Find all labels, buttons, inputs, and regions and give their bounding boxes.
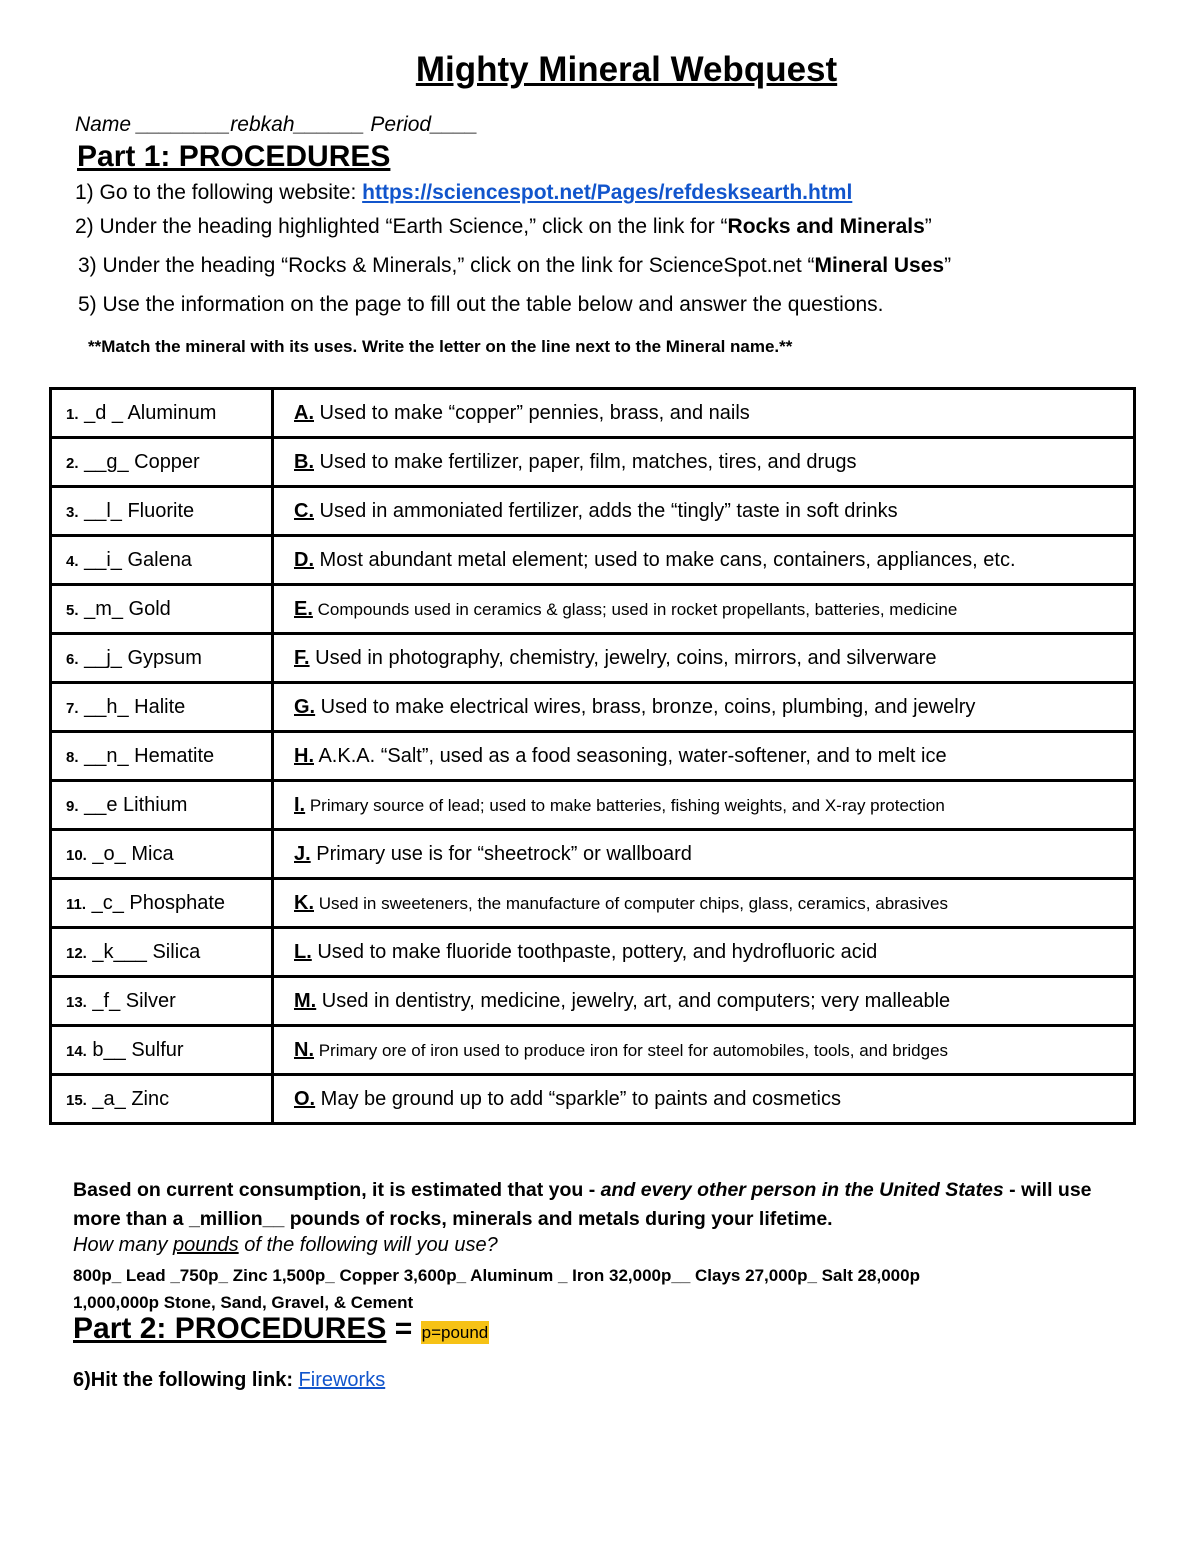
mineral-use-cell [273, 487, 1135, 536]
step-2 [75, 215, 932, 239]
name-period-line: Name ________rebkah______ Period____ [75, 113, 478, 136]
mineral-answer-cell [51, 536, 273, 585]
mineral-row [51, 1026, 1135, 1075]
mineral-answer: __h_ Halite [78, 695, 186, 718]
mineral-answer-cell [51, 928, 273, 977]
use-description: A.K.A. “Salt”, used as a food seasoning, water-softener, and to melt ice [314, 744, 947, 767]
fireworks-link[interactable]: Fireworks [298, 1369, 386, 1391]
question-underlined: pounds [173, 1234, 239, 1256]
mineral-number: 3. [66, 503, 79, 521]
mineral-row [51, 683, 1135, 732]
mineral-use-cell [273, 536, 1135, 585]
mineral-answer-cell [51, 1026, 273, 1075]
use-description: Used in ammoniated fertilizer, adds the “tingly” taste in soft drinks [314, 499, 898, 522]
use-letter: F. [294, 646, 310, 669]
mineral-answer: __i_ Galena [78, 548, 192, 571]
consumption-italic: and every other person in the United States [600, 1179, 1004, 1201]
mineral-use-cell [273, 1075, 1135, 1124]
mineral-answer: _k___ Silica [86, 940, 201, 963]
page-title: Mighty Mineral Webquest [415, 50, 838, 89]
step-1 [75, 181, 852, 205]
mineral-answer-cell [51, 389, 273, 438]
mineral-answer-cell [51, 1075, 273, 1124]
mineral-row [51, 928, 1135, 977]
mineral-number: 14. [66, 1042, 87, 1060]
mineral-use-cell [273, 585, 1135, 634]
mineral-answer: __e Lithium [78, 793, 188, 816]
mineral-number: 4. [66, 552, 79, 570]
use-description: Used to make fertilizer, paper, film, matches, tires, and drugs [314, 450, 857, 473]
mineral-answer-cell [51, 438, 273, 487]
use-description: Used to make fluoride toothpaste, pottery, and hydrofluoric acid [311, 940, 878, 963]
amounts-line-2: 1,000,000p Stone, Sand, Gravel, & Cement [73, 1293, 414, 1312]
mineral-answer-cell [51, 634, 273, 683]
step-2-text: 2) Under the heading highlighted “Earth Science,” click on the link for “ [75, 215, 728, 238]
consumption-text-b: - will use more than a _million__ pounds of rocks, minerals and metals during your lifetime. [73, 1179, 1092, 1230]
mineral-row [51, 536, 1135, 585]
step-6 [73, 1369, 385, 1392]
step-1-text: 1) Go to the following website: [75, 181, 363, 204]
use-letter: O. [294, 1087, 316, 1110]
use-description: Used in dentistry, medicine, jewelry, art, and computers; very malleable [316, 989, 951, 1012]
mineral-answer: __g_ Copper [78, 450, 200, 473]
mineral-answer-cell [51, 585, 273, 634]
use-description: May be ground up to add “sparkle” to paints and cosmetics [315, 1087, 841, 1110]
mineral-number: 1. [66, 405, 79, 423]
match-instruction: **Match the mineral with its uses. Write the letter on the line next to the Mineral name.** [88, 337, 793, 356]
question-before: How many [73, 1234, 174, 1256]
mineral-answer: _a_ Zinc [86, 1087, 170, 1110]
mineral-use-cell [273, 634, 1135, 683]
step-3-text: 3) Under the heading “Rocks & Minerals,” click on the link for ScienceSpot.net “ [78, 254, 815, 277]
use-description: Primary use is for “sheetrock” or wallboard [310, 842, 692, 865]
mineral-answer: _d _ Aluminum [78, 401, 217, 424]
mineral-answer: __j_ Gypsum [78, 646, 202, 669]
mineral-number: 6. [66, 650, 79, 668]
mineral-number: 11. [66, 895, 87, 913]
amounts-answers [73, 1262, 920, 1316]
use-description: Primary ore of iron used to produce iron for steel for automobiles, tools, and bridges [314, 1040, 949, 1060]
mineral-matching-table [49, 387, 1136, 1125]
mineral-use-cell [273, 879, 1135, 928]
mineral-row [51, 389, 1135, 438]
mineral-row [51, 438, 1135, 487]
mineral-answer: _f_ Silver [86, 989, 176, 1012]
mineral-number: 13. [66, 993, 87, 1011]
mineral-number: 2. [66, 454, 79, 472]
use-letter: N. [294, 1038, 314, 1061]
mineral-row [51, 879, 1135, 928]
amounts-line-1: 800p_ Lead _750p_ Zinc 1,500p_ Copper 3,600p_ Aluminum _ Iron 32,000p__ Clays 27,000p_ Salt 28,000p [73, 1266, 920, 1285]
use-description: Most abundant metal element; used to make cans, containers, appliances, etc. [314, 548, 1016, 571]
pounds-question [73, 1234, 498, 1257]
use-letter: H. [294, 744, 314, 767]
mineral-use-cell [273, 830, 1135, 879]
use-letter: G. [294, 695, 316, 718]
mineral-row [51, 1075, 1135, 1124]
mineral-use-cell [273, 438, 1135, 487]
mineral-number: 12. [66, 944, 87, 962]
website-link[interactable]: https://sciencespot.net/Pages/refdesksearth.html [362, 181, 853, 204]
use-description: Used to make “copper” pennies, brass, and nails [314, 401, 750, 424]
step-6-text: 6)Hit the following link: [73, 1369, 299, 1391]
use-letter: L. [294, 940, 312, 963]
mineral-answer-cell [51, 732, 273, 781]
step-3-bold: Mineral Uses [814, 254, 945, 277]
step-5: 5) Use the information on the page to fill out the table below and answer the questions. [78, 293, 884, 316]
use-letter: E. [294, 597, 313, 620]
mineral-use-cell [273, 1026, 1135, 1075]
mineral-number: 8. [66, 748, 79, 766]
step-3-end: ” [944, 254, 952, 277]
part1-heading: Part 1: PROCEDURES [77, 140, 391, 173]
mineral-number: 5. [66, 601, 79, 619]
use-letter: K. [294, 891, 314, 914]
mineral-row [51, 634, 1135, 683]
mineral-answer: _o_ Mica [86, 842, 174, 865]
mineral-answer: _m_ Gold [78, 597, 171, 620]
use-description: Used in sweeteners, the manufacture of computer chips, glass, ceramics, abrasives [314, 893, 949, 913]
mineral-use-cell [273, 389, 1135, 438]
use-letter: C. [294, 499, 314, 522]
part2-equals: = [386, 1312, 421, 1345]
mineral-answer-cell [51, 879, 273, 928]
mineral-answer: _c_ Phosphate [86, 891, 226, 914]
step-2-bold: Rocks and Minerals [727, 215, 925, 238]
use-description: Primary source of lead; used to make batteries, fishing weights, and X-ray protection [305, 795, 945, 815]
use-letter: J. [294, 842, 311, 865]
use-letter: B. [294, 450, 314, 473]
use-letter: A. [294, 401, 314, 424]
step-3 [78, 254, 951, 278]
mineral-answer: __l_ Fluorite [78, 499, 195, 522]
mineral-answer-cell [51, 487, 273, 536]
mineral-use-cell [273, 977, 1135, 1026]
mineral-use-cell [273, 781, 1135, 830]
part2-title: Part 2: PROCEDURES [73, 1312, 387, 1345]
mineral-row [51, 487, 1135, 536]
mineral-row [51, 781, 1135, 830]
mineral-use-cell [273, 732, 1135, 781]
mineral-row [51, 585, 1135, 634]
use-letter: D. [294, 548, 314, 571]
use-description: Used in photography, chemistry, jewelry, coins, mirrors, and silverware [309, 646, 937, 669]
mineral-answer: b__ Sulfur [86, 1038, 184, 1061]
use-letter: I. [294, 793, 306, 816]
mineral-number: 15. [66, 1091, 87, 1109]
mineral-row [51, 977, 1135, 1026]
pound-highlight: p=pound [421, 1323, 489, 1342]
mineral-answer: __n_ Hematite [78, 744, 215, 767]
mineral-answer-cell [51, 830, 273, 879]
consumption-statement [73, 1176, 1133, 1234]
mineral-number: 7. [66, 699, 79, 717]
consumption-text-a: Based on current consumption, it is estimated that you - [73, 1179, 601, 1201]
use-letter: M. [294, 989, 317, 1012]
mineral-use-cell [273, 683, 1135, 732]
question-after: of the following will you use? [238, 1234, 498, 1256]
mineral-answer-cell [51, 781, 273, 830]
mineral-use-cell [273, 928, 1135, 977]
mineral-answer-cell [51, 977, 273, 1026]
use-description: Compounds used in ceramics & glass; used in rocket propellants, batteries, medicine [312, 599, 958, 619]
mineral-number: 10. [66, 846, 87, 864]
mineral-row [51, 732, 1135, 781]
use-description: Used to make electrical wires, brass, bronze, coins, plumbing, and jewelry [315, 695, 976, 718]
part2-heading [73, 1312, 489, 1346]
mineral-answer-cell [51, 683, 273, 732]
mineral-number: 9. [66, 797, 79, 815]
step-2-end: ” [924, 215, 932, 238]
mineral-row [51, 830, 1135, 879]
